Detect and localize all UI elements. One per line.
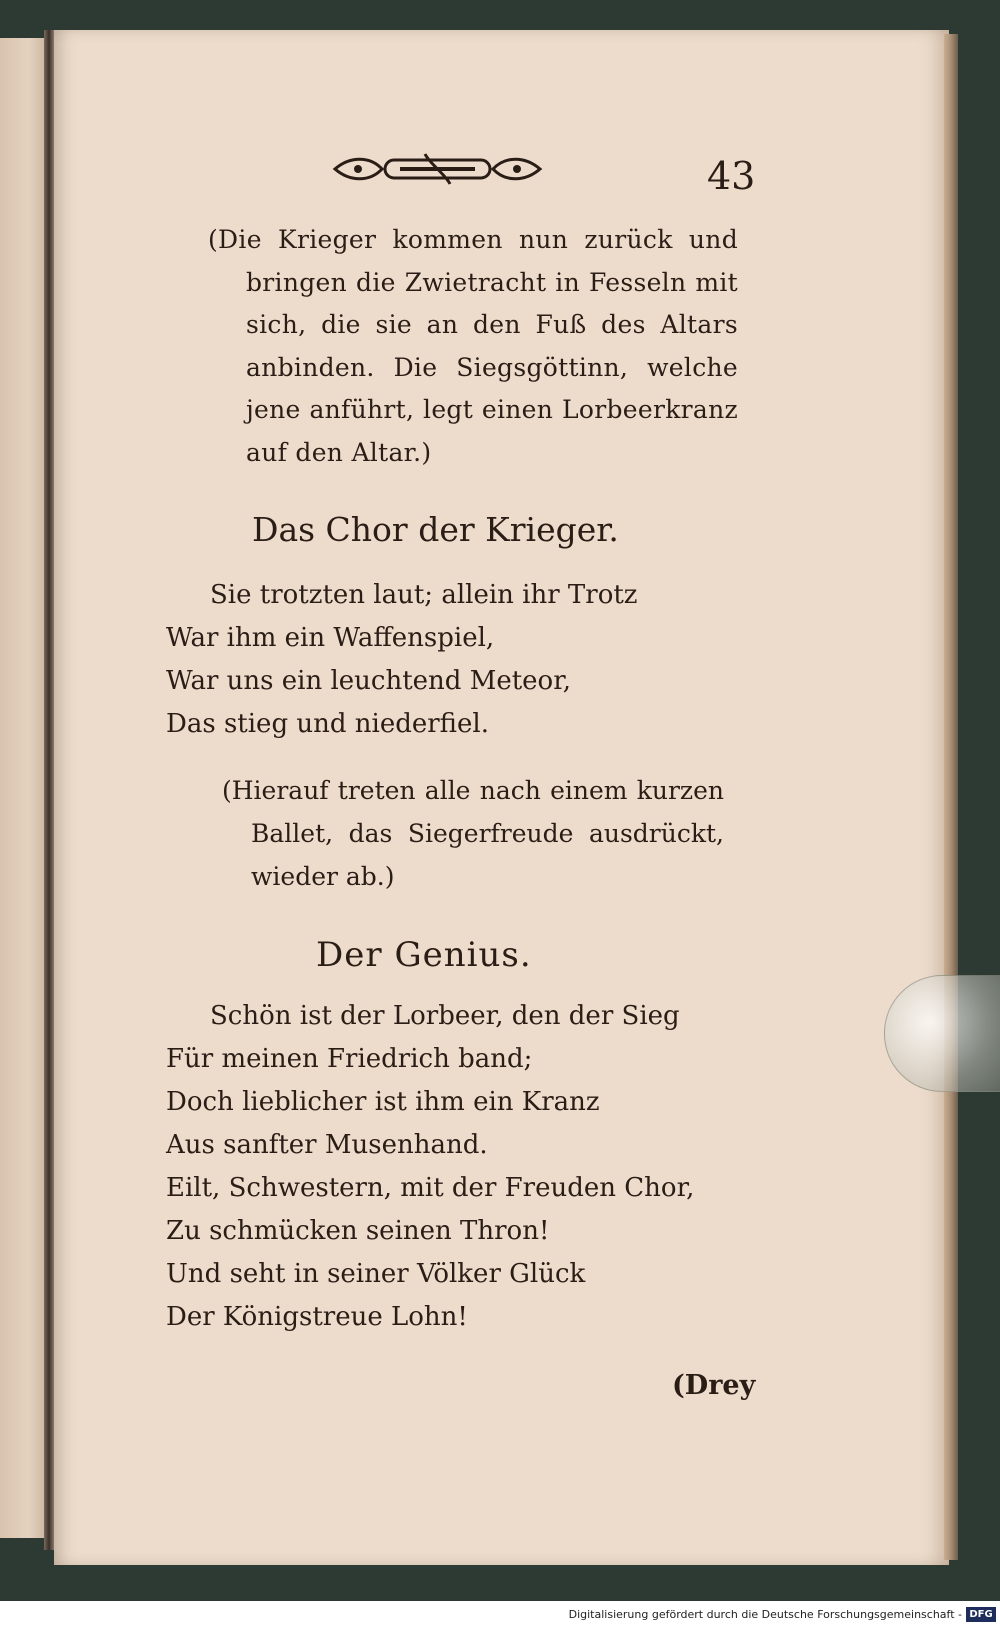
- text-line: Ballet, das Siegerfreude ausdrückt,: [251, 819, 724, 848]
- verse-line: Der Königstreue Lohn!: [166, 1302, 468, 1332]
- text-line: bringen die Zwietracht in Fesseln mit: [246, 267, 738, 297]
- verse-line: Eilt, Schwestern, mit der Freuden Chor,: [166, 1173, 695, 1203]
- text-line: wieder ab.): [251, 862, 395, 891]
- heading-der-genius: Der Genius.: [316, 935, 532, 975]
- text-line: auf den Altar.): [246, 437, 432, 467]
- text-line: sich, die sie an den Fuß des Altars: [246, 310, 738, 340]
- verse-line: Für meinen Friedrich band;: [166, 1044, 533, 1074]
- digitization-footer: [0, 1601, 1000, 1628]
- verse-line: Und seht in seiner Völker Glück: [166, 1259, 586, 1289]
- funding-credit: Digitalisierung gefördert durch die Deutsche Forschungsgemeinschaft -: [568, 1608, 962, 1621]
- text-line: anbinden. Die Siegsgöttinn, welche: [246, 352, 738, 382]
- page-number: 43: [707, 154, 756, 198]
- verse-genius: [166, 995, 694, 1339]
- dfg-logo: DFG: [966, 1607, 996, 1622]
- stage-direction-2: [222, 769, 724, 898]
- page-clip-icon: [884, 975, 1000, 1092]
- verse-line: Sie trotzten laut; allein ihr Trotz: [210, 580, 638, 610]
- verse-line: Doch lieblicher ist ihm ein Kranz: [166, 1087, 600, 1117]
- verse-line: Das stieg und niederfiel.: [166, 709, 489, 739]
- book-gutter: [44, 30, 54, 1550]
- stage-direction-1: [208, 219, 738, 475]
- verse-line: Schön ist der Lorbeer, den der Sieg: [210, 1001, 680, 1031]
- verse-line: Zu schmücken seinen Thron!: [166, 1216, 550, 1246]
- facing-page-edge: [0, 38, 48, 1538]
- verse-line: War ihm ein Waffenspiel,: [166, 623, 495, 653]
- verse-line: War uns ein leuchtend Meteor,: [166, 666, 572, 696]
- text-line: jene anführt, legt einen Lorbeerkranz: [246, 395, 738, 425]
- heading-chor-der-krieger: Das Chor der Krieger.: [252, 510, 619, 549]
- text-line: (Die Krieger kommen nun zurück und: [208, 225, 738, 254]
- page-stack-edge: [944, 34, 958, 1560]
- verse-krieger: [166, 574, 638, 746]
- catchword: (Drey: [672, 1370, 756, 1401]
- printer-ornament-icon: [330, 148, 545, 190]
- verse-line: Aus sanfter Musenhand.: [166, 1130, 488, 1160]
- text-line: (Hierauf treten alle nach einem kurzen: [222, 776, 724, 805]
